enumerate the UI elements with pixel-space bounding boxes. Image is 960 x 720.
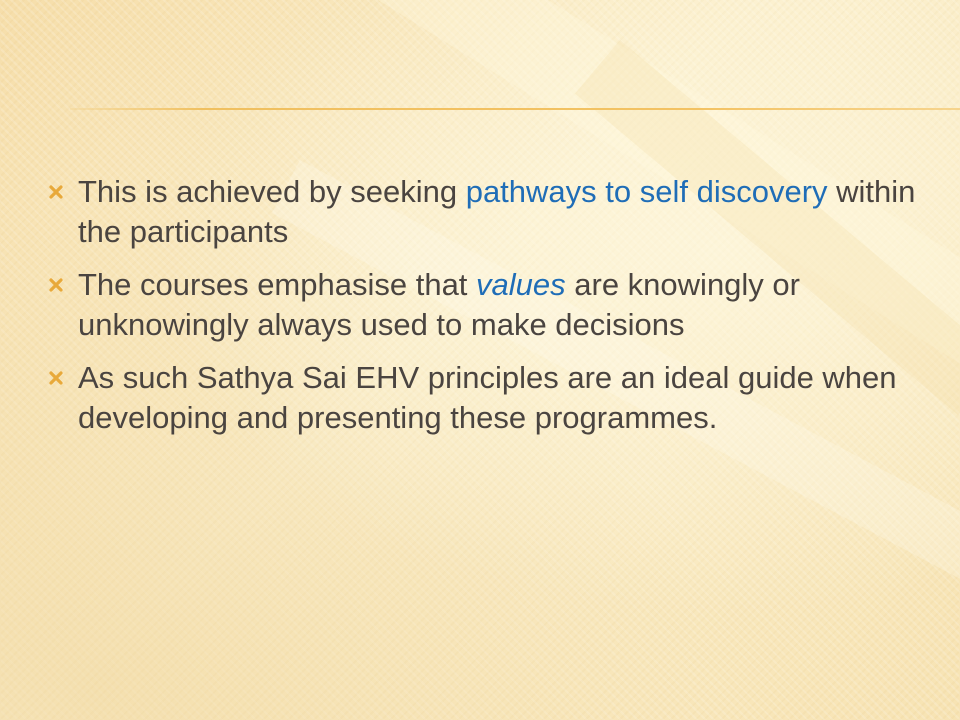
highlighted-phrase: pathways to self discovery <box>465 174 828 209</box>
x-bullet-icon <box>47 265 65 305</box>
bullet-text: This is achieved by seeking <box>78 174 466 209</box>
bullet-list <box>40 172 940 451</box>
bullet-text: As such Sathya Sai EHV principles are an ideal guide when developing and presenting these programmes. <box>78 360 897 435</box>
x-bullet-icon <box>47 358 65 398</box>
emphasized-word: values <box>476 267 566 302</box>
bullet-item-values <box>40 265 940 345</box>
title-divider <box>70 108 960 110</box>
bullet-text: are knowingly or unknowingly always used to make decisions <box>78 267 800 342</box>
bullet-text: within the participants <box>78 174 916 249</box>
bullet-item-principles <box>40 358 940 438</box>
x-bullet-icon <box>47 172 65 212</box>
bullet-text: The courses emphasise that <box>78 267 477 302</box>
bullet-item-pathways <box>40 172 940 252</box>
